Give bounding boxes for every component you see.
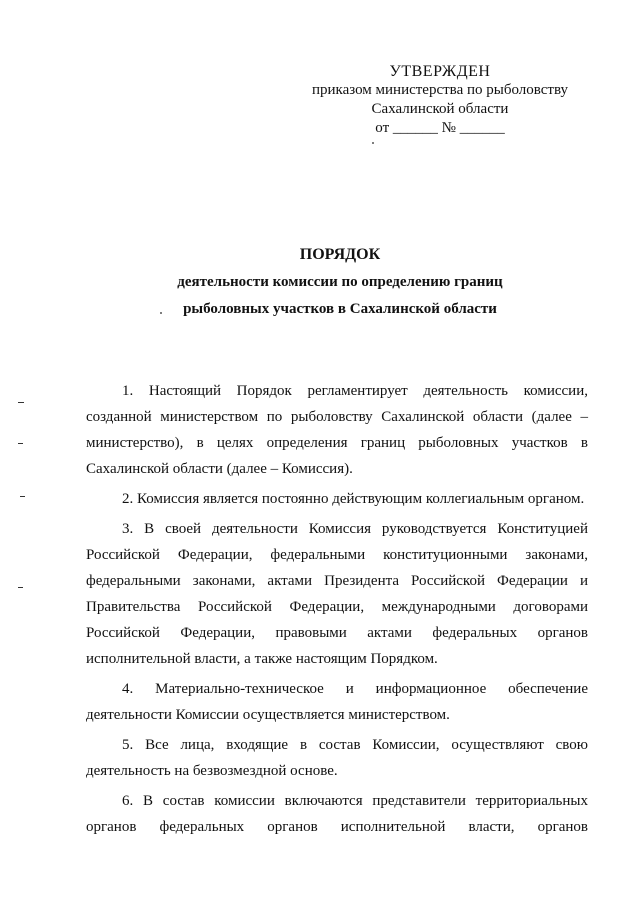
approval-heading: УТВЕРЖДЕН	[389, 63, 491, 80]
title-line-2: деятельности комиссии по определению границ	[177, 274, 503, 290]
document-title	[150, 246, 530, 318]
paragraph-1: 1. Настоящий Порядок регламентирует деятельность комиссии, созданной министерством по рыболовству Сахалинской области (далее – министерство), в целях определения границ рыболовных участков в Сахалинской области (далее – Комиссия).	[86, 383, 588, 477]
approval-line-1: приказом министерства по рыболовству	[311, 82, 569, 98]
paragraph-4: 4. Материально-техническое и информационное обеспечение деятельности Комиссии осуществляется министерством.	[86, 681, 588, 723]
paragraph-3: 3. В своей деятельности Комиссия руководствуется Конституцией Российской Федерации, федеральными конституционными законами, федеральными законами, актами Президента Российской Федерации и Правительства Российской Федерации, международными договорами Российской Федерации, правовыми актами федеральных органов исполнительной власти, а также настоящим Порядком.	[86, 521, 588, 667]
paragraph-5: 5. Все лица, входящие в состав Комиссии, осуществляют свою деятельность на безвозмездной основе.	[86, 737, 588, 779]
title-line-3: рыболовных участков в Сахалинской области	[183, 301, 497, 317]
approval-line-2: Сахалинской области	[371, 101, 509, 117]
scan-mark	[18, 443, 23, 444]
scan-mark	[20, 496, 25, 497]
scan-dot	[160, 312, 162, 314]
scan-mark	[18, 402, 24, 403]
approval-date-number: от ______ № ______	[375, 120, 505, 136]
approval-stamp	[300, 62, 580, 138]
paragraph-2: 2. Комиссия является постоянно действующим коллегиальным органом.	[122, 491, 585, 507]
paragraph-6: 6. В состав комиссии включаются представители территориальных органов федеральных органов исполнительной власти, органов	[86, 793, 588, 835]
title-line-1: ПОРЯДОК	[299, 246, 381, 263]
document-body	[86, 378, 588, 840]
scan-mark	[18, 587, 23, 588]
scan-dot	[372, 142, 374, 144]
